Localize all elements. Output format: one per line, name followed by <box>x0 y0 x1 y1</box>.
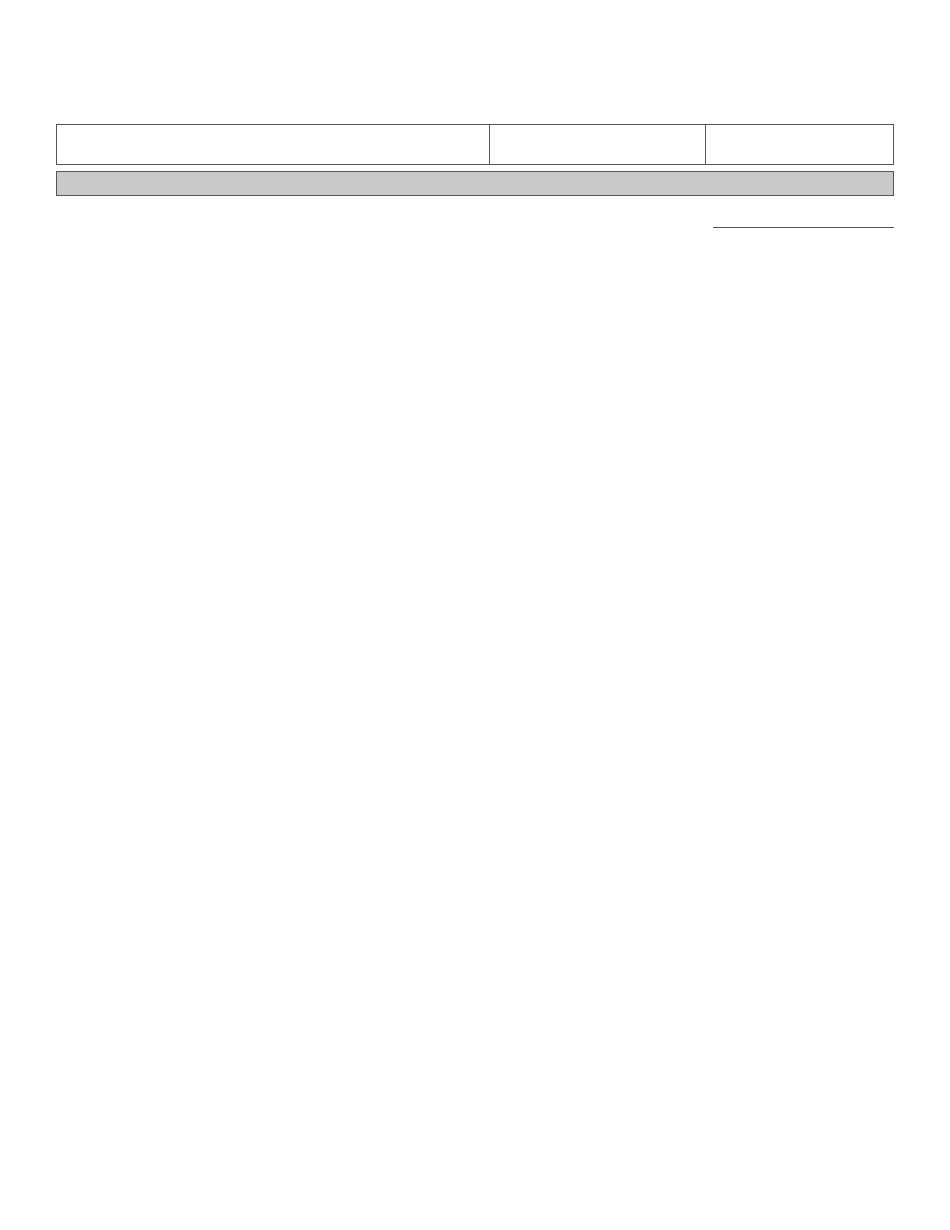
name-field[interactable] <box>57 125 489 164</box>
fein-field[interactable] <box>489 125 705 164</box>
calendar-year-field[interactable] <box>705 125 895 164</box>
part1-header <box>56 171 894 196</box>
taxpayer-info-box <box>56 124 894 165</box>
barcode-icon <box>612 56 894 111</box>
line1-amount-field[interactable] <box>713 210 894 228</box>
line2-row <box>60 234 87 249</box>
